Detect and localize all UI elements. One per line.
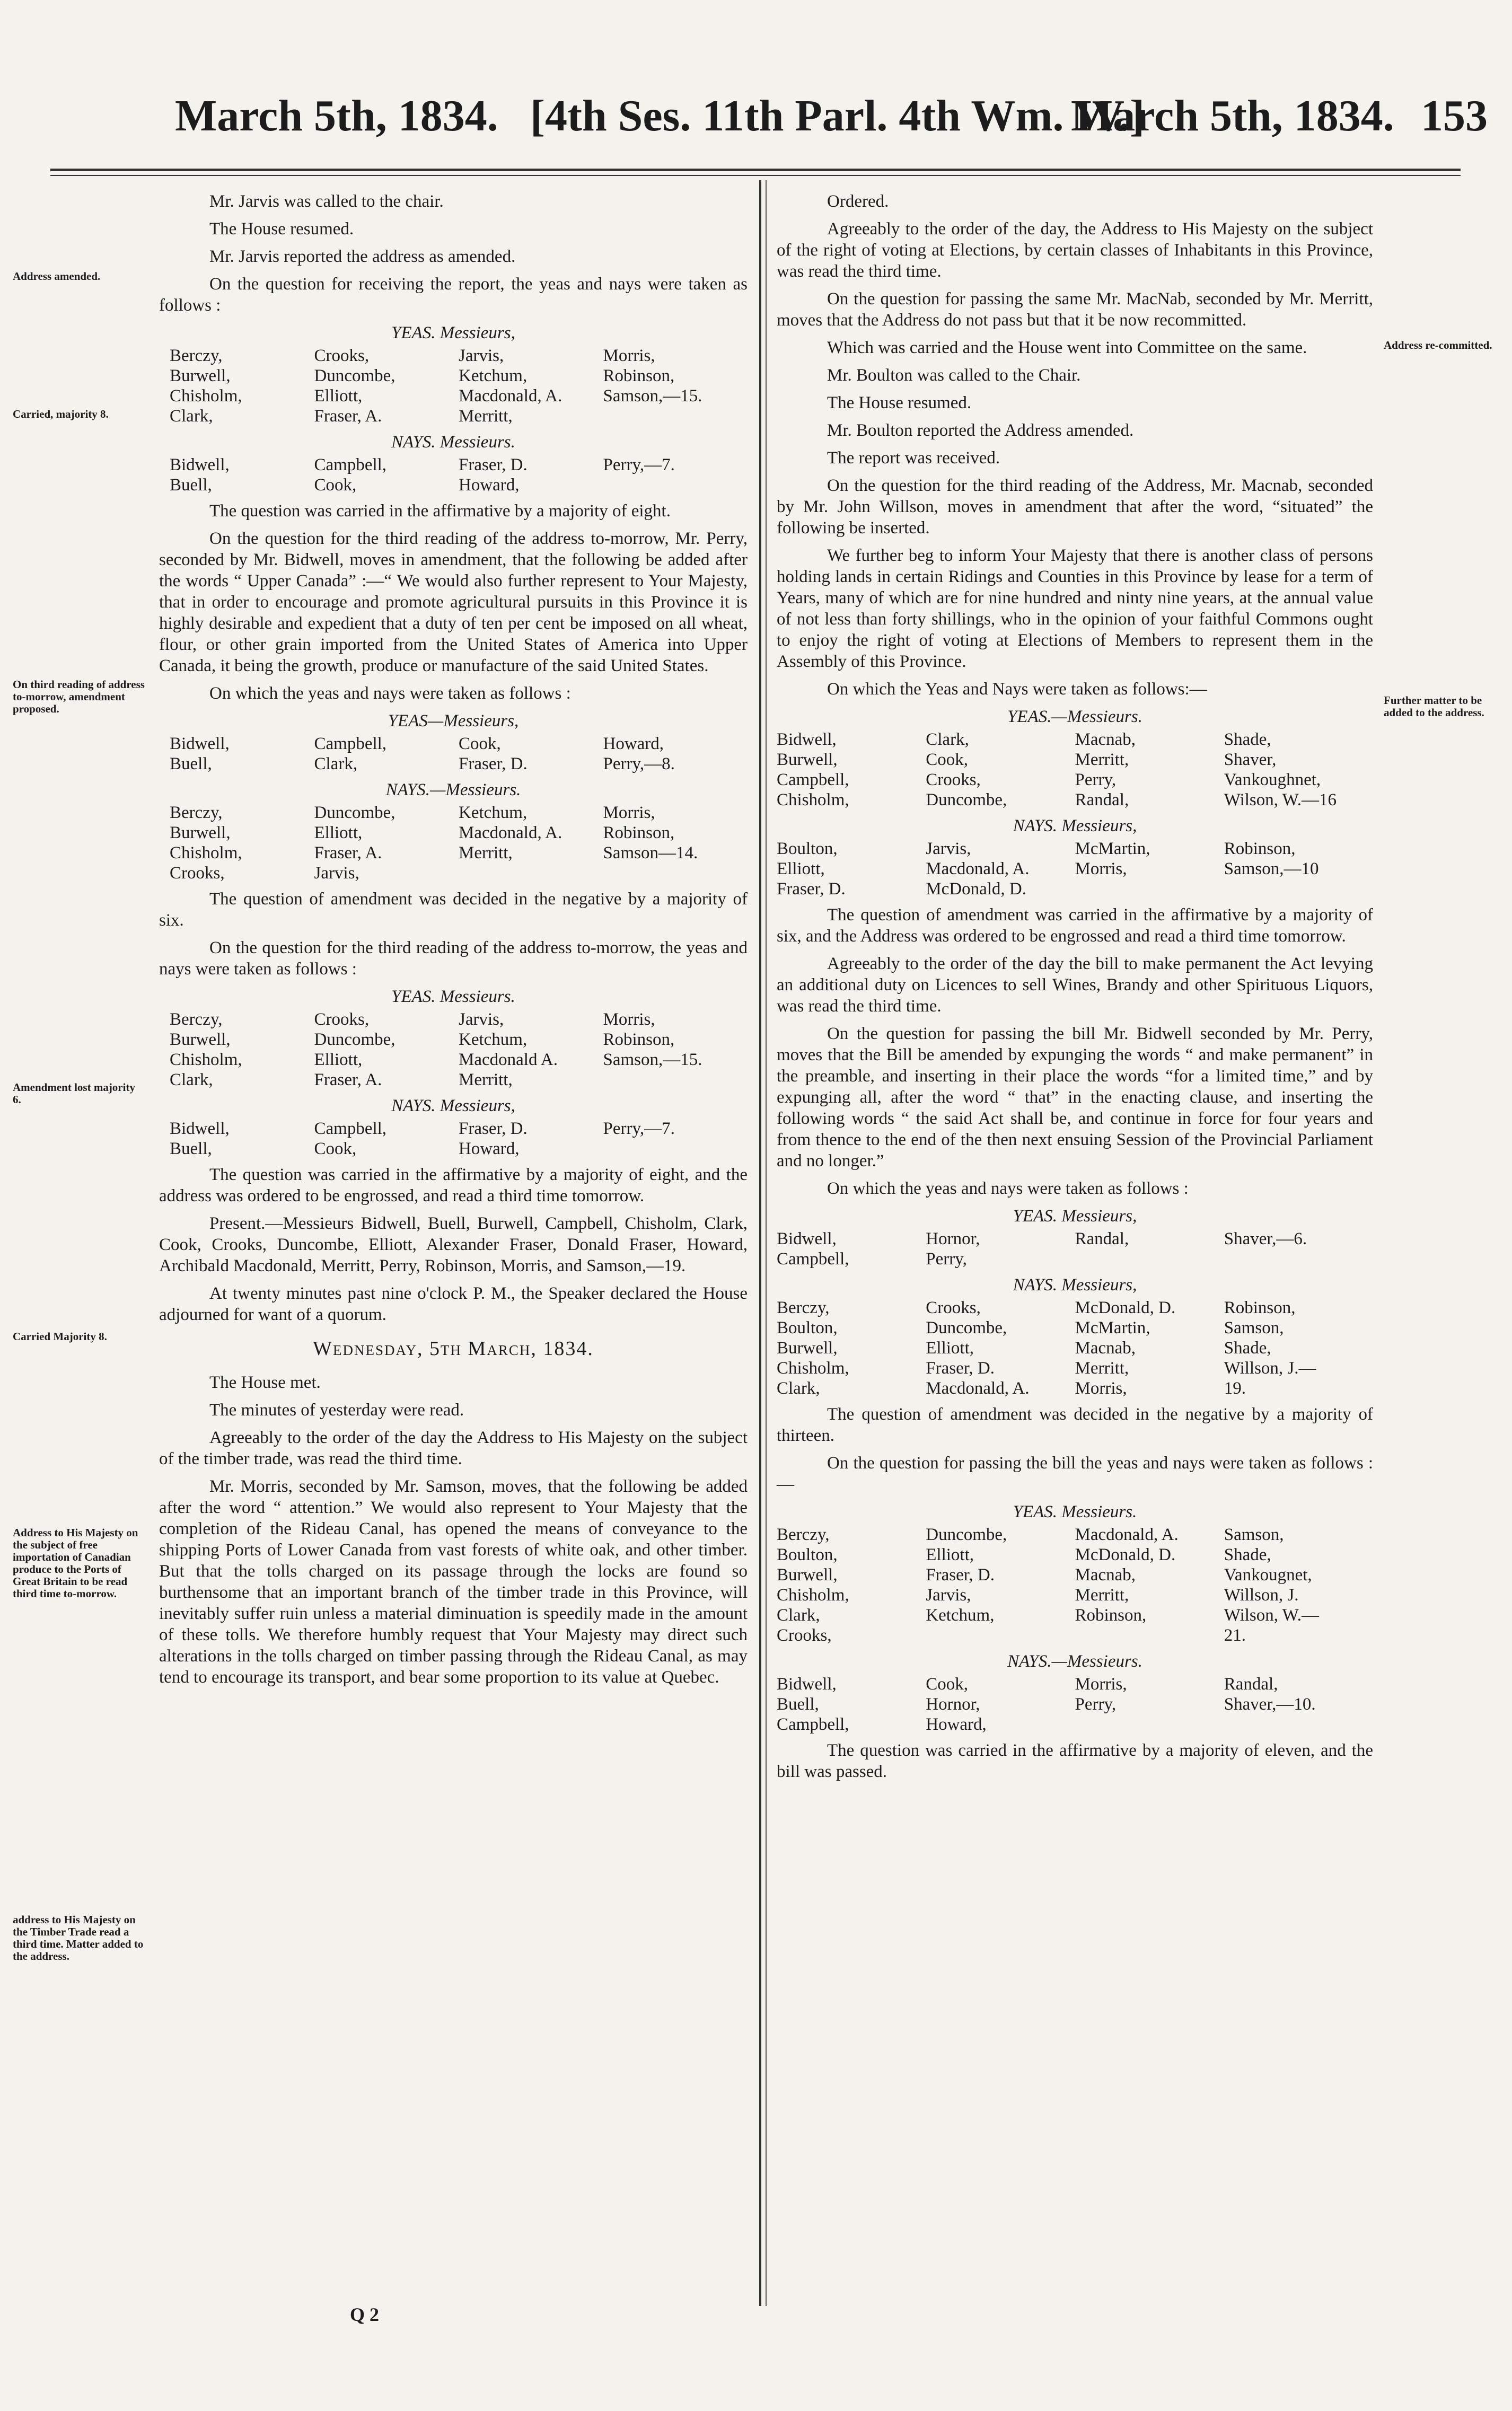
member-name — [603, 475, 748, 495]
member-name: Morris, — [1075, 859, 1127, 878]
member-name: Elliott, — [314, 386, 363, 406]
member-name: Buell, — [170, 754, 212, 773]
member-name: Duncombe, — [314, 366, 395, 385]
member-name: Samson,—15. — [603, 386, 702, 406]
member-name: Howard, — [459, 1139, 520, 1158]
member-name — [459, 863, 603, 883]
vote-row — [170, 386, 748, 406]
vote-heading: NAYS.—Messieurs. — [1007, 1652, 1142, 1671]
member-name: Shaver,—6. — [1224, 1229, 1307, 1248]
paragraph: On the question for receiving the report, the yeas and nays were taken as follows : — [159, 275, 748, 315]
member-name: Fraser, D. — [926, 1565, 995, 1585]
margin-note: Amendment lost majority 6. — [13, 1081, 135, 1106]
member-name: Fraser, A. — [314, 407, 382, 426]
paragraph: On the question for passing the bill Mr. Bidwell seconded by Mr. Perry, moves that the Bill be amended by expunging the words “ and make permanent” in the preamble, and inserting in their place the words “for a limited time,” and by expunging all, after the word “ that” in the enacting clause, and inserting the following words “ the said Act shall be, and continue in force for four years and from thence to the end of the then next ensuing Session of the Provincial Parliament and no longer.” — [777, 1024, 1373, 1171]
member-name: Macdonald, A. — [459, 823, 562, 842]
member-name: Cook, — [926, 1675, 969, 1694]
paragraph: Agreeably to the order of the day the bill to make permanent the Act levying an additional duty on Licences to sell Wines, Brandy and other Spirituous Liquors, was read the third time. — [777, 954, 1373, 1016]
member-name: McDonald, D. — [926, 879, 1026, 899]
vote-row — [777, 1545, 1373, 1565]
vote-row — [170, 366, 748, 386]
member-name: Chisholm, — [777, 1586, 849, 1605]
member-name: Samson,—10 — [1224, 859, 1319, 878]
member-name: Bidwell, — [777, 1229, 837, 1248]
paragraph: At twenty minutes past nine o'clock P. M., the Speaker declared the House adjourned for want of a quorum. — [159, 1284, 748, 1324]
member-name: Chisholm, — [170, 386, 242, 406]
vote-row — [777, 1338, 1373, 1358]
vote-table — [777, 1525, 1373, 1646]
member-name: Robinson, — [1224, 1298, 1296, 1317]
member-name: Macdonald, A. — [926, 859, 1030, 878]
member-name: Perry,—8. — [603, 754, 675, 773]
vote-row — [170, 1119, 748, 1139]
vote-heading: NAYS. Messieurs. — [391, 433, 515, 452]
vote-row — [777, 839, 1373, 859]
paragraph: Agreeably to the order of the day the Address to His Majesty on the subject of the timber trade, was read the third time. — [159, 1428, 748, 1468]
member-name: Morris, — [603, 346, 655, 365]
member-name: Bidwell, — [170, 1119, 230, 1138]
member-name: Merritt, — [1075, 1586, 1129, 1605]
paragraph: Mr. Morris, seconded by Mr. Samson, moves, that the following be added after the word “ attention.” We would also represent to Your Majesty that the completion of the Rideau Canal, has opened the means of conveyance to the shipping Ports of Lower Canada from vast forests of white oak, and other timber. But that the tolls charged on its passage through the locks are found so burthensome that an important branch of the timber trade in this Province, will inevitably suffer ruin unless a material diminuation is speedily made in the amount of these tolls. We therefore humbly request that Your Majesty may direct such alterations in the tolls charged on timber passing through the Rideau Canal, as may tend to encourage its transport, and bear some proportion to its value at Quebec. — [159, 1477, 748, 1687]
member-name: Robinson, — [603, 366, 675, 385]
member-name: Shade, — [1224, 1545, 1271, 1564]
vote-row — [170, 863, 748, 883]
member-name: Bidwell, — [170, 734, 230, 753]
date-heading: Wednesday, 5th March, 1834. — [313, 1338, 594, 1360]
paragraph: We further beg to inform Your Majesty that there is another class of persons holding lands in certain Ridings and Counties in this Province by lease for a term of Years, many of which are for nine hundred and ninty nine years, at the annual value of not less than forty shillings, who in the opinion of your faithful Commons ought to enjoy the right of voting at Elections of Members to represent them in the Assembly of this Province. — [777, 546, 1373, 671]
member-name: Bidwell, — [777, 1675, 837, 1694]
vote-row — [170, 754, 748, 774]
vote-table — [777, 1298, 1373, 1398]
member-name: Hornor, — [926, 1229, 980, 1248]
paragraph: On the question for the third reading of the address to-morrow, Mr. Perry, seconded by Mr. Bidwell, moves in amendment, that the following be added after the words “ Upper Canada” :—“ We would also further represent to Your Majesty, that in order to encourage and promote agricultural pursuits in this Province it is highly desirable and expedient that a duty of ten per cent be imposed on all wheat, flour, or other grain imported from the United States of America into Upper Canada, it being the growth, produce or manufacture of the said United States. — [159, 529, 748, 675]
paragraph: On the question for passing the same Mr. MacNab, seconded by Mr. Merritt, moves that the Address do not pass but that it be now recommitted. — [777, 289, 1373, 330]
member-name: Clark, — [926, 730, 969, 749]
member-name: Perry,—7. — [603, 455, 675, 474]
paragraph: On which the yeas and nays were taken as follows : — [827, 1179, 1189, 1198]
vote-table — [777, 1229, 1373, 1269]
paragraph: The question of amendment was carried in the affirmative by a majority of six, and the Address was ordered to be engrossed and read a third time tomorrow. — [777, 905, 1373, 946]
paragraph: The question was carried in the affirmative by a majority of eight, and the address was ordered to be engrossed, and read a third time tomorrow. — [159, 1165, 748, 1206]
vote-row — [170, 475, 748, 495]
paragraph: Mr. Boulton was called to the Chair. — [827, 366, 1081, 385]
paragraph: The House resumed. — [827, 393, 972, 412]
margin-note: Further matter to be added to the address. — [1384, 694, 1484, 719]
member-name: Fraser, A. — [314, 1070, 382, 1089]
column-divider — [759, 180, 761, 2306]
page-number: 153 — [1421, 91, 1488, 140]
member-name: Randal, — [1075, 1229, 1129, 1248]
member-name: Fraser, D. — [926, 1359, 995, 1378]
vote-heading: YEAS. Messieurs, — [391, 323, 515, 342]
paragraph: On the question for the third reading of the address to-morrow, the yeas and nays were taken as follows : — [159, 938, 748, 979]
member-name: Samson,—15. — [603, 1050, 702, 1069]
vote-table — [777, 729, 1373, 810]
member-name: Ketchum, — [459, 366, 528, 385]
member-name: Chisholm, — [170, 1050, 242, 1069]
member-name: Clark, — [170, 1070, 213, 1089]
member-name: Buell, — [170, 1139, 212, 1158]
paragraph: Which was carried and the House went into Committee on the same. — [827, 338, 1307, 357]
member-name: Elliott, — [314, 823, 363, 842]
member-name — [603, 406, 748, 426]
member-name: Macnab, — [1075, 1565, 1136, 1585]
member-name — [603, 863, 748, 883]
member-name: Buell, — [777, 1695, 819, 1714]
vote-row — [170, 1029, 748, 1050]
member-name: Berczy, — [777, 1298, 830, 1317]
member-name: Merritt, — [1075, 1359, 1129, 1378]
member-name: Shade, — [1224, 1339, 1271, 1358]
member-name: Perry, — [1075, 1695, 1117, 1714]
vote-heading: YEAS. Messieurs, — [1013, 1207, 1137, 1226]
member-name: Merritt, — [459, 407, 513, 426]
member-name: Boulton, — [777, 1318, 838, 1338]
vote-row — [777, 1605, 1373, 1625]
member-name: Elliott, — [777, 859, 825, 878]
member-name: Morris, — [1075, 1379, 1127, 1398]
member-name: Perry, — [1075, 770, 1117, 789]
member-name: Shade, — [1224, 730, 1271, 749]
member-name: Robinson, — [1224, 839, 1296, 858]
paragraph: On the question for passing the bill the yeas and nays were taken as follows :— — [777, 1454, 1373, 1494]
member-name: Merritt, — [1075, 750, 1129, 769]
member-name: Willson, J. — [1224, 1586, 1299, 1605]
vote-heading: NAYS. Messieurs, — [1013, 1275, 1137, 1295]
member-name: Vankoughnet, — [1224, 770, 1321, 789]
member-name: Samson, — [1224, 1525, 1284, 1544]
member-name: McDonald, D. — [1075, 1545, 1176, 1564]
member-name: Fraser, D. — [459, 754, 528, 773]
member-name: Morris, — [603, 1010, 655, 1029]
vote-row — [777, 1378, 1373, 1398]
paragraph: Present.—Messieurs Bidwell, Buell, Burwell, Campbell, Chisholm, Clark, Cook, Crooks, Duncombe, Elliott, Alexander Fraser, Donald Fraser, Howard, Archibald Macdonald, Merritt, Perry, Robinson, Morris, and Samson,—19. — [159, 1214, 748, 1275]
member-name: Hornor, — [926, 1695, 980, 1714]
column-divider-inner — [766, 180, 767, 2306]
paragraph: On the question for the third reading of the Address, Mr. Macnab, seconded by Mr. John Willson, moves in amendment that after the word, “situated” the following be inserted. — [777, 476, 1373, 538]
member-name: Campbell, — [777, 1715, 849, 1734]
member-name: Ketchum, — [926, 1606, 995, 1625]
paragraph: Mr. Jarvis reported the address as amended. — [209, 247, 516, 266]
member-name: Perry,—7. — [603, 1119, 675, 1138]
member-name: Crooks, — [314, 1010, 370, 1029]
vote-row — [777, 1358, 1373, 1378]
member-name: Burwell, — [170, 1030, 231, 1049]
member-name: Macdonald, A. — [926, 1379, 1030, 1398]
member-name: Cook, — [314, 476, 357, 495]
member-name: Randal, — [1224, 1675, 1278, 1694]
vote-row — [170, 406, 748, 426]
member-name: Jarvis, — [926, 839, 971, 858]
header-session: [4th Ses. 11th Parl. 4th Wm. IV.] — [530, 91, 1145, 140]
vote-row — [777, 770, 1373, 790]
member-name: Clark, — [314, 754, 358, 773]
member-name: Crooks, — [926, 770, 981, 789]
member-name: Burwell, — [170, 366, 231, 385]
member-name: Randal, — [1075, 790, 1129, 809]
member-name: Wilson, W.—16 — [1224, 790, 1337, 809]
member-name: Berczy, — [170, 346, 223, 365]
vote-row — [777, 879, 1373, 899]
margin-note: address to His Majesty on the Timber Trade read a third time. Matter added to the address. — [13, 1913, 144, 1963]
vote-heading: NAYS. Messieurs, — [391, 1096, 515, 1115]
member-name: Cook, — [459, 734, 501, 753]
vote-heading: NAYS. Messieurs, — [1013, 816, 1137, 835]
member-name — [1224, 1714, 1373, 1735]
vote-row — [170, 1009, 748, 1029]
paragraph: On which the Yeas and Nays were taken as follows:— — [827, 680, 1207, 699]
member-name: Samson, — [1224, 1318, 1284, 1338]
vote-row — [777, 1625, 1373, 1646]
vote-row — [777, 790, 1373, 810]
member-name: Howard, — [926, 1715, 987, 1734]
paragraph: The question was carried in the affirmative by a majority of eleven, and the bill was passed. — [777, 1741, 1373, 1781]
member-name: Chisholm, — [777, 790, 849, 809]
member-name: Macdonald, A. — [1075, 1525, 1179, 1544]
paragraph: On which the yeas and nays were taken as follows : — [209, 684, 571, 703]
margin-note: Address re-committed. — [1384, 339, 1492, 351]
member-name: Elliott, — [926, 1545, 974, 1564]
member-name: Bidwell, — [777, 730, 837, 749]
member-name: Macnab, — [1075, 1339, 1136, 1358]
paragraph: Agreeably to the order of the day, the Address to His Majesty on the subject of the right of voting at Elections, by certain classes of Inhabitants in this Province, was read the third time. — [777, 219, 1373, 281]
vote-heading: NAYS.—Messieurs. — [385, 780, 521, 799]
member-name: Jarvis, — [926, 1586, 971, 1605]
vote-row — [777, 1249, 1373, 1269]
member-name: Jarvis, — [314, 864, 359, 883]
member-name: Shaver, — [1224, 750, 1277, 769]
member-name: Howard, — [603, 734, 664, 753]
member-name: Crooks, — [777, 1626, 832, 1645]
member-name: Clark, — [170, 407, 213, 426]
member-name: Vankougnet, — [1224, 1565, 1312, 1585]
vote-heading: YEAS. Messieurs. — [391, 987, 515, 1006]
member-name — [603, 1070, 748, 1090]
member-name: Samson—14. — [603, 843, 698, 863]
member-name: 21. — [1224, 1626, 1246, 1645]
member-name: Boulton, — [777, 839, 838, 858]
signature-mark: Q 2 — [350, 2304, 380, 2325]
vote-row — [777, 729, 1373, 750]
member-name: Burwell, — [777, 1339, 838, 1358]
margin-note: Carried, majority 8. — [13, 408, 109, 420]
vote-table — [777, 1674, 1373, 1735]
vote-table — [170, 734, 748, 774]
vote-row — [777, 1525, 1373, 1545]
vote-row — [777, 1229, 1373, 1249]
member-name: Berczy, — [170, 803, 223, 822]
member-name: Duncombe, — [926, 790, 1007, 809]
member-name: Robinson, — [1075, 1606, 1147, 1625]
vote-row — [777, 1694, 1373, 1714]
vote-row — [777, 1318, 1373, 1338]
margin-note: Address to His Majesty on the subject of free importation of Canadian produce to the Ports of Great Britain to be read third time to-morrow. — [13, 1526, 138, 1600]
member-name — [1075, 879, 1224, 899]
member-name: McDonald, D. — [1075, 1298, 1176, 1317]
member-name: Bidwell, — [170, 455, 230, 474]
member-name: Cook, — [314, 1139, 357, 1158]
vote-row — [170, 1050, 748, 1070]
member-name: Elliott, — [314, 1050, 363, 1069]
member-name: Duncombe, — [314, 803, 395, 822]
member-name: Fraser, D. — [777, 879, 846, 899]
member-name: Clark, — [777, 1606, 820, 1625]
paragraph: The question was carried in the affirmative by a majority of eight. — [209, 501, 671, 521]
paragraph: Mr. Jarvis was called to the chair. — [209, 192, 444, 211]
member-name — [1075, 1714, 1224, 1735]
vote-row — [777, 1674, 1373, 1694]
member-name: Merritt, — [459, 843, 513, 863]
member-name: Campbell, — [314, 734, 387, 753]
member-name: Cook, — [926, 750, 969, 769]
member-name — [603, 1139, 748, 1159]
vote-table — [170, 1009, 748, 1090]
paragraph: Ordered. — [827, 192, 889, 211]
member-name: Robinson, — [603, 823, 675, 842]
member-name — [1224, 1249, 1373, 1269]
member-name: Buell, — [170, 476, 212, 495]
header-date-right: March 5th, 1834. — [1071, 91, 1394, 140]
member-name: Howard, — [459, 476, 520, 495]
member-name: Robinson, — [603, 1030, 675, 1049]
vote-row — [777, 1565, 1373, 1585]
vote-heading: YEAS. Messieurs. — [1013, 1502, 1137, 1521]
member-name: Perry, — [926, 1250, 967, 1269]
member-name: Crooks, — [170, 864, 225, 883]
vote-table — [170, 803, 748, 883]
page-header — [0, 80, 1512, 159]
member-name: Berczy, — [777, 1525, 830, 1544]
member-name: Fraser, D. — [459, 455, 528, 474]
paragraph: Mr. Boulton reported the Address amended. — [827, 421, 1134, 440]
vote-row — [170, 1139, 748, 1159]
member-name — [926, 1625, 1075, 1646]
member-name: Fraser, D. — [459, 1119, 528, 1138]
member-name: Campbell, — [314, 1119, 387, 1138]
member-name: Macdonald A. — [459, 1050, 558, 1069]
vote-heading: YEAS—Messieurs, — [388, 711, 519, 731]
vote-row — [777, 859, 1373, 879]
vote-row — [777, 1298, 1373, 1318]
vote-row — [170, 843, 748, 863]
paragraph: The House met. — [209, 1373, 321, 1392]
member-name — [1224, 879, 1373, 899]
vote-table — [170, 346, 748, 426]
paragraph: The question of amendment was decided in the negative by a majority of thirteen. — [777, 1405, 1373, 1445]
member-name: Crooks, — [926, 1298, 981, 1317]
vote-row — [170, 1070, 748, 1090]
member-name: Willson, J.— — [1224, 1359, 1316, 1378]
left-column — [159, 191, 748, 1694]
member-name: Merritt, — [459, 1070, 513, 1089]
member-name: Berczy, — [170, 1010, 223, 1029]
member-name: Jarvis, — [459, 346, 504, 365]
paragraph: The question of amendment was decided in the negative by a majority of six. — [159, 890, 748, 930]
member-name: Campbell, — [314, 455, 387, 474]
member-name: Campbell, — [777, 770, 849, 789]
vote-row — [170, 346, 748, 366]
vote-row — [777, 750, 1373, 770]
vote-row — [777, 1714, 1373, 1735]
member-name: Duncombe, — [926, 1525, 1007, 1544]
member-name: Burwell, — [777, 1565, 838, 1585]
margin-note: On third reading of address to-morrow, amendment proposed. — [13, 678, 145, 715]
header-rule — [50, 169, 1461, 171]
vote-table — [777, 839, 1373, 899]
member-name: Crooks, — [314, 346, 370, 365]
member-name: Duncombe, — [314, 1030, 395, 1049]
member-name: Jarvis, — [459, 1010, 504, 1029]
member-name — [1075, 1249, 1224, 1269]
header-date-left: March 5th, 1834. — [175, 91, 498, 140]
member-name: Fraser, A. — [314, 843, 382, 863]
paragraph: The House resumed. — [209, 219, 354, 239]
member-name: Chisholm, — [777, 1359, 849, 1378]
margin-note: Carried Majority 8. — [13, 1330, 107, 1343]
vote-row — [170, 455, 748, 475]
member-name: Macdonald, A. — [459, 386, 562, 406]
member-name: 19. — [1224, 1379, 1246, 1398]
vote-row — [170, 734, 748, 754]
vote-table — [170, 1119, 748, 1159]
member-name: Chisholm, — [170, 843, 242, 863]
member-name: Ketchum, — [459, 803, 528, 822]
vote-table — [170, 455, 748, 495]
vote-heading: YEAS.—Messieurs. — [1007, 707, 1142, 726]
member-name: Elliott, — [926, 1339, 974, 1358]
right-column — [777, 191, 1373, 1789]
margin-note: Address amended. — [13, 270, 101, 283]
member-name: Clark, — [777, 1379, 820, 1398]
member-name: Duncombe, — [926, 1318, 1007, 1338]
member-name: Burwell, — [170, 823, 231, 842]
member-name: Wilson, W.— — [1224, 1606, 1320, 1625]
member-name: Boulton, — [777, 1545, 838, 1564]
member-name — [1075, 1625, 1224, 1646]
member-name: Campbell, — [777, 1250, 849, 1269]
member-name: Morris, — [1075, 1675, 1127, 1694]
vote-row — [777, 1585, 1373, 1605]
paragraph: The minutes of yesterday were read. — [209, 1401, 464, 1420]
vote-row — [170, 803, 748, 823]
member-name: Burwell, — [777, 750, 838, 769]
member-name: Shaver,—10. — [1224, 1695, 1316, 1714]
member-name: Ketchum, — [459, 1030, 528, 1049]
vote-row — [170, 823, 748, 843]
header-rule-thin — [50, 175, 1461, 176]
member-name: Macnab, — [1075, 730, 1136, 749]
paragraph: The report was received. — [827, 448, 1000, 468]
member-name: Morris, — [603, 803, 655, 822]
member-name: McMartin, — [1075, 1318, 1150, 1338]
member-name: McMartin, — [1075, 839, 1150, 858]
